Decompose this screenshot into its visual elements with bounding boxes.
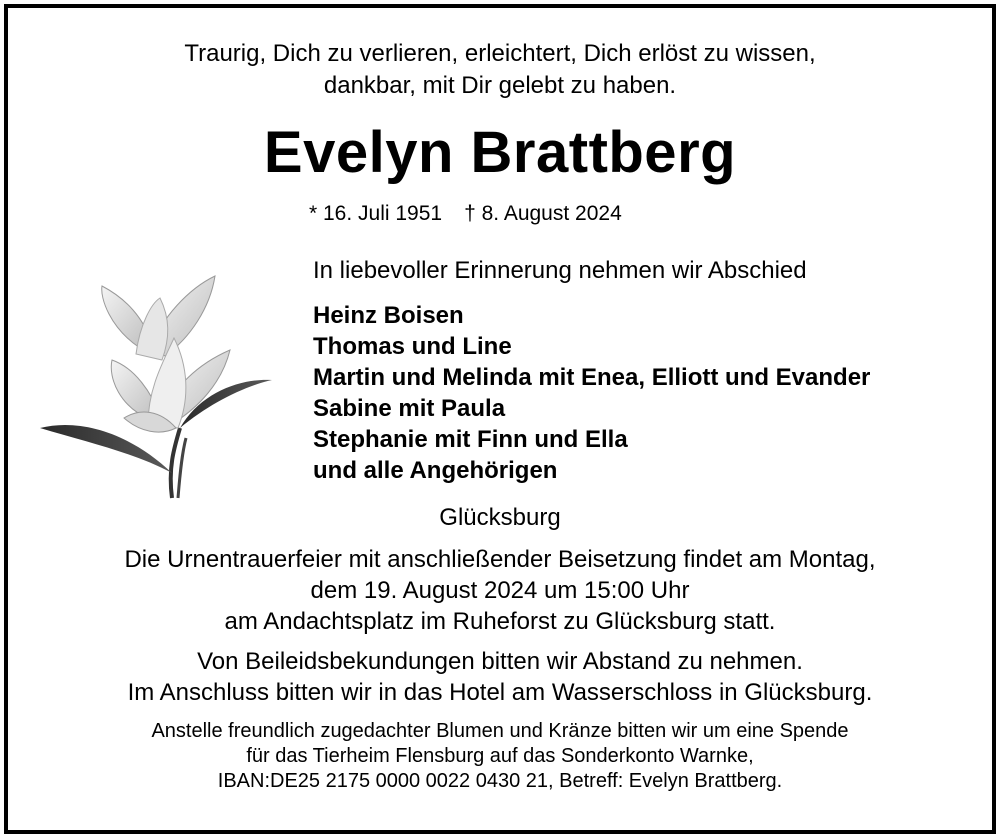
motto: [0, 38, 1000, 102]
mourner-entry: Stephanie mit Finn und Ella: [313, 426, 628, 453]
birth-date: * 16. Juli 1951: [309, 202, 443, 225]
death-date: † 8. August 2024: [464, 202, 622, 225]
ceremony-line: dem 19. August 2024 um 15:00 Uhr: [310, 577, 690, 604]
mourner-entry: Thomas und Line: [313, 333, 512, 360]
condolence-line: Von Beileidsbekundungen bitten wir Abstand zu nehmen.: [197, 648, 803, 675]
donation-line: IBAN:DE25 2175 0000 0022 0430 21, Betreff: Evelyn Brattberg.: [217, 770, 783, 792]
donation-note: [0, 719, 1000, 794]
mourner-entry: Sabine mit Paula: [313, 395, 506, 422]
ceremony-line: am Andachtsplatz im Ruheforst zu Glücksburg statt.: [224, 608, 776, 635]
town: Glücksburg: [439, 504, 561, 531]
intro-text: In liebevoller Erinnerung nehmen wir Abschied: [313, 257, 807, 284]
mourner-entry: Heinz Boisen: [313, 302, 464, 329]
condolence-note: [0, 646, 1000, 708]
motto-line: dankbar, mit Dir gelebt zu haben.: [323, 72, 677, 99]
ceremony-info: [0, 544, 1000, 637]
lily-flower-icon: [40, 268, 280, 504]
mourner-entry: und alle Angehörigen: [313, 457, 558, 484]
life-dates: [309, 201, 622, 227]
motto-line: Traurig, Dich zu verlieren, erleichtert, Dich erlöst zu wissen,: [184, 40, 816, 67]
ceremony-line: Die Urnentrauerfeier mit anschließender Beisetzung findet am Montag,: [124, 546, 876, 573]
donation-line: Anstelle freundlich zugedachter Blumen und Kränze bitten wir um eine Spende: [151, 720, 849, 742]
mourner-entry: Martin und Melinda mit Enea, Elliott und Evander: [313, 364, 871, 391]
donation-line: für das Tierheim Flensburg auf das Sonderkonto Warnke,: [246, 745, 754, 767]
deceased-name: Evelyn Brattberg: [263, 120, 737, 185]
condolence-line: Im Anschluss bitten wir in das Hotel am Wasserschloss in Glücksburg.: [127, 679, 873, 706]
mourners-list: [313, 300, 870, 486]
